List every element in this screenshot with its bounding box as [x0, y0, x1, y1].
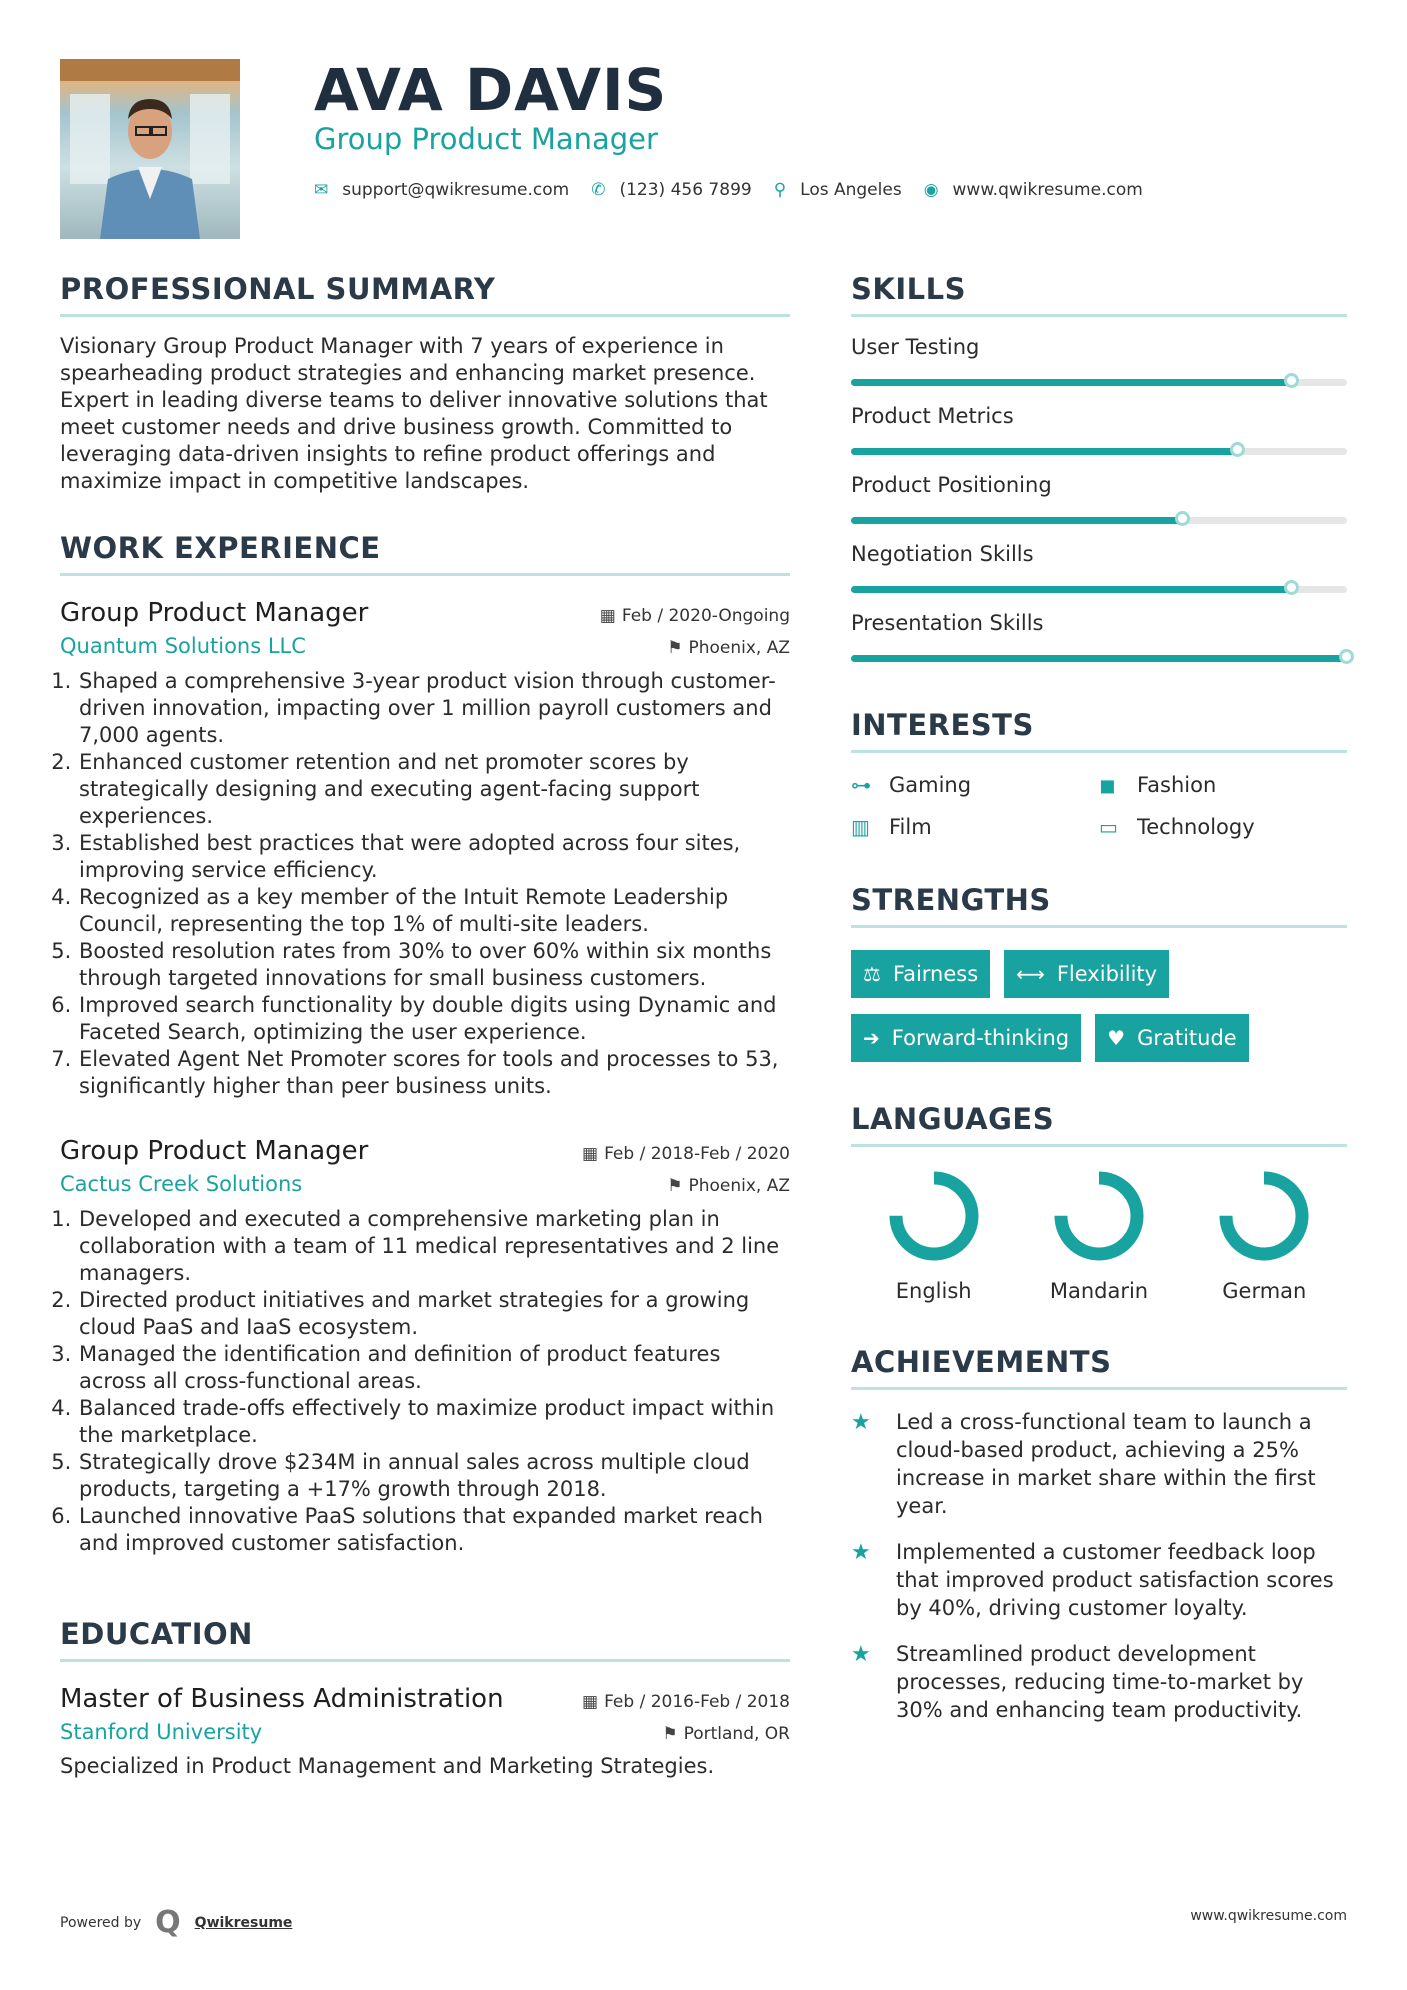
achievement-text: Streamlined product development processes, reducing time-to-market by 30% and enhancing team productivity.: [896, 1642, 1304, 1722]
skills-list: [851, 335, 1347, 662]
interests-heading: INTERESTS: [851, 708, 1347, 753]
pushpin-icon: ⚑: [667, 1176, 683, 1196]
qwikresume-link[interactable]: Qwikresume: [194, 1914, 293, 1931]
skill-name: Product Positioning: [851, 473, 1052, 497]
contact-location: Los Angeles: [800, 180, 902, 200]
list-item: 4. Recognized as a key member of the Intuit Remote Leadership Council, representing the top 1% of multi-site leaders.: [78, 884, 790, 938]
skill-bar-fill: [851, 655, 1347, 662]
language-progress-ring: [1217, 1169, 1311, 1263]
pushpin-icon: ⚑: [667, 638, 683, 658]
skill-name: User Testing: [851, 335, 980, 359]
education-date: Feb / 2016-Feb / 2018: [604, 1692, 790, 1712]
powered-by-text: Powered by: [60, 1914, 142, 1931]
skill-bar-fill: [851, 586, 1292, 593]
skill-bar-fill: [851, 448, 1238, 455]
language-item: [851, 1169, 1016, 1303]
list-item: 1. Shaped a comprehensive 3-year product vision through customer-driven innovation, impacting over 1 million payroll customers and 7,000 agents.: [78, 668, 790, 749]
skill-bar: [851, 379, 1347, 386]
language-progress-ring: [887, 1169, 981, 1263]
arrows-horizontal-icon: ⟷: [1016, 962, 1045, 986]
skill-name: Product Metrics: [851, 404, 1014, 428]
envelope-icon: ✉: [314, 180, 329, 200]
skill-bar-fill: [851, 379, 1292, 386]
skill-bar: [851, 586, 1347, 593]
job-bullets: [60, 668, 790, 1100]
skill-item: [851, 335, 1347, 386]
skill-bar-fill: [851, 517, 1183, 524]
strengths-list: [851, 950, 1347, 1062]
education-description: Specialized in Product Management and Marketing Strategies.: [60, 1754, 715, 1778]
skill-item: [851, 404, 1347, 455]
summary-text: Visionary Group Product Manager with 7 years of experience in spearheading product strategies and enhancing market presence. Expert in leading diverse teams to deliver innovative solutions that meet customer needs and drive business growth. Committed to leveraging data-driven insights to refine product offerings and maximize impact in competitive landscapes.: [60, 334, 768, 493]
interest-item: [851, 773, 1099, 797]
contact-email[interactable]: support@qwikresume.com: [342, 180, 570, 200]
list-item: 5. Boosted resolution rates from 30% to over 60% within six months through targeted innovations for small business customers.: [78, 938, 790, 992]
language-item: [1016, 1169, 1181, 1303]
skill-bar: [851, 448, 1347, 455]
contact-phone[interactable]: (123) 456 7899: [619, 180, 752, 200]
shopping-bag-icon: ◼: [1099, 773, 1116, 797]
list-item: 6. Launched innovative PaaS solutions that expanded market reach and improved customer satisfaction.: [78, 1503, 790, 1557]
job-location: Phoenix, AZ: [688, 638, 790, 658]
film-icon: ▥: [851, 815, 870, 839]
map-pin-icon: ⚲: [773, 180, 787, 200]
calendar-icon: ▦: [599, 606, 616, 626]
pushpin-icon: ⚑: [662, 1724, 678, 1744]
language-progress-ring: [1052, 1169, 1146, 1263]
job-company: Cactus Creek Solutions: [60, 1172, 303, 1196]
skill-bar: [851, 517, 1347, 524]
calendar-icon: ▦: [582, 1144, 599, 1164]
shooting-star-icon: ★: [851, 1540, 871, 1565]
interest-label: Film: [889, 815, 932, 839]
achievement-item: [851, 1640, 1347, 1724]
strength-label: Gratitude: [1137, 1026, 1237, 1050]
strength-badge: [851, 950, 990, 998]
languages-list: [851, 1169, 1347, 1303]
skill-name: Presentation Skills: [851, 611, 1044, 635]
list-item: 2. Enhanced customer retention and net promoter scores by strategically designing and executing agent-facing support experiences.: [78, 749, 790, 830]
interests-grid: [851, 773, 1347, 839]
gamepad-icon: ⊶: [851, 773, 871, 797]
education-heading: EDUCATION: [60, 1617, 790, 1662]
list-item: 3. Managed the identification and definition of product features across all cross-functional areas.: [78, 1341, 790, 1395]
language-item: [1182, 1169, 1347, 1303]
strength-badge: [851, 1014, 1081, 1062]
job-role: Group Product Manager: [60, 598, 369, 628]
profile-photo-illustration: [60, 59, 240, 239]
list-item: 6. Improved search functionality by double digits using Dynamic and Faceted Search, optimizing the user experience.: [78, 992, 790, 1046]
footer-powered-by: [60, 1905, 292, 1940]
list-item: 4. Balanced trade-offs effectively to maximize product impact within the marketplace.: [78, 1395, 790, 1449]
language-name: Mandarin: [1049, 1279, 1149, 1303]
shooting-star-icon: ★: [851, 1410, 871, 1435]
contact-website[interactable]: www.qwikresume.com: [952, 180, 1143, 200]
interest-label: Gaming: [889, 773, 972, 797]
achievement-item: [851, 1408, 1347, 1520]
experience-heading: WORK EXPERIENCE: [60, 531, 790, 576]
strength-badge: [1004, 950, 1169, 998]
interest-label: Technology: [1137, 815, 1255, 839]
heart-icon: ♥: [1107, 1026, 1126, 1050]
job-role: Group Product Manager: [60, 1136, 369, 1166]
achievement-text: Led a cross-functional team to launch a cloud-based product, achieving a 25% increase in market share within the first year.: [896, 1410, 1316, 1518]
achievement-text: Implemented a customer feedback loop that improved product satisfaction scores by 40%, driving customer loyalty.: [896, 1540, 1334, 1620]
education-degree: Master of Business Administration: [60, 1684, 504, 1714]
strength-badge: [1095, 1014, 1249, 1062]
skill-item: [851, 611, 1347, 662]
calendar-icon: ▦: [582, 1692, 599, 1712]
language-name: English: [895, 1279, 972, 1303]
arrow-right-icon: ➔: [863, 1026, 880, 1050]
achievement-item: [851, 1538, 1347, 1622]
list-item: 1. Developed and executed a comprehensive marketing plan in collaboration with a team of 11 medical representatives and 2 line managers.: [78, 1206, 790, 1287]
skill-bar-knob: [1284, 373, 1299, 388]
skill-bar-knob: [1339, 649, 1354, 664]
job-entry: [60, 598, 790, 1100]
qwikresume-logo-icon: Q: [155, 1905, 181, 1940]
laptop-icon: ▭: [1099, 815, 1118, 839]
job-bullets: [60, 1206, 790, 1557]
skill-bar: [851, 655, 1347, 662]
strength-label: Fairness: [892, 962, 979, 986]
profile-photo: [60, 59, 240, 239]
globe-icon: ◉: [923, 180, 939, 200]
job-date: Feb / 2020-Ongoing: [621, 606, 790, 626]
skill-name: Negotiation Skills: [851, 542, 1034, 566]
interest-label: Fashion: [1137, 773, 1217, 797]
balance-scale-icon: ⚖: [863, 962, 881, 986]
strength-label: Flexibility: [1056, 962, 1158, 986]
languages-heading: LANGUAGES: [851, 1102, 1347, 1147]
left-column: [60, 272, 790, 1778]
phone-icon: ✆: [591, 180, 606, 200]
skill-bar-knob: [1284, 580, 1299, 595]
job-location: Phoenix, AZ: [688, 1176, 790, 1196]
skill-bar-knob: [1230, 442, 1245, 457]
list-item: 5. Strategically drove $234M in annual sales across multiple cloud products, targeting a +17% growth through 2018.: [78, 1449, 790, 1503]
interest-item: [1099, 773, 1347, 797]
strength-label: Forward-thinking: [891, 1026, 1070, 1050]
education-location: Portland, OR: [683, 1724, 790, 1744]
skill-bar-knob: [1175, 511, 1190, 526]
education-school: Stanford University: [60, 1720, 263, 1744]
job-date: Feb / 2018-Feb / 2020: [604, 1144, 790, 1164]
skill-item: [851, 542, 1347, 593]
interest-item: [1099, 815, 1347, 839]
list-item: 3. Established best practices that were adopted across four sites, improving service efficiency.: [78, 830, 790, 884]
skills-heading: SKILLS: [851, 272, 1347, 317]
candidate-title: Group Product Manager: [314, 122, 658, 156]
education-entry: [60, 1684, 790, 1778]
language-name: German: [1222, 1279, 1307, 1303]
job-company: Quantum Solutions LLC: [60, 634, 306, 658]
list-item: 2. Directed product initiatives and market strategies for a growing cloud PaaS and IaaS ecosystem.: [78, 1287, 790, 1341]
summary-heading: PROFESSIONAL SUMMARY: [60, 272, 790, 317]
skill-item: [851, 473, 1347, 524]
achievements-list: [851, 1408, 1347, 1724]
list-item: 7. Elevated Agent Net Promoter scores for tools and processes to 53, significantly higher than peer business units.: [78, 1046, 790, 1100]
strengths-heading: STRENGTHS: [851, 883, 1347, 928]
footer-website[interactable]: www.qwikresume.com: [1190, 1908, 1347, 1924]
candidate-name: AVA DAVIS: [314, 56, 668, 124]
interest-item: [851, 815, 1099, 839]
right-column: [851, 272, 1347, 1724]
achievements-heading: ACHIEVEMENTS: [851, 1345, 1347, 1390]
job-entry: [60, 1136, 790, 1557]
contact-bar: [314, 180, 1165, 200]
shooting-star-icon: ★: [851, 1642, 871, 1667]
